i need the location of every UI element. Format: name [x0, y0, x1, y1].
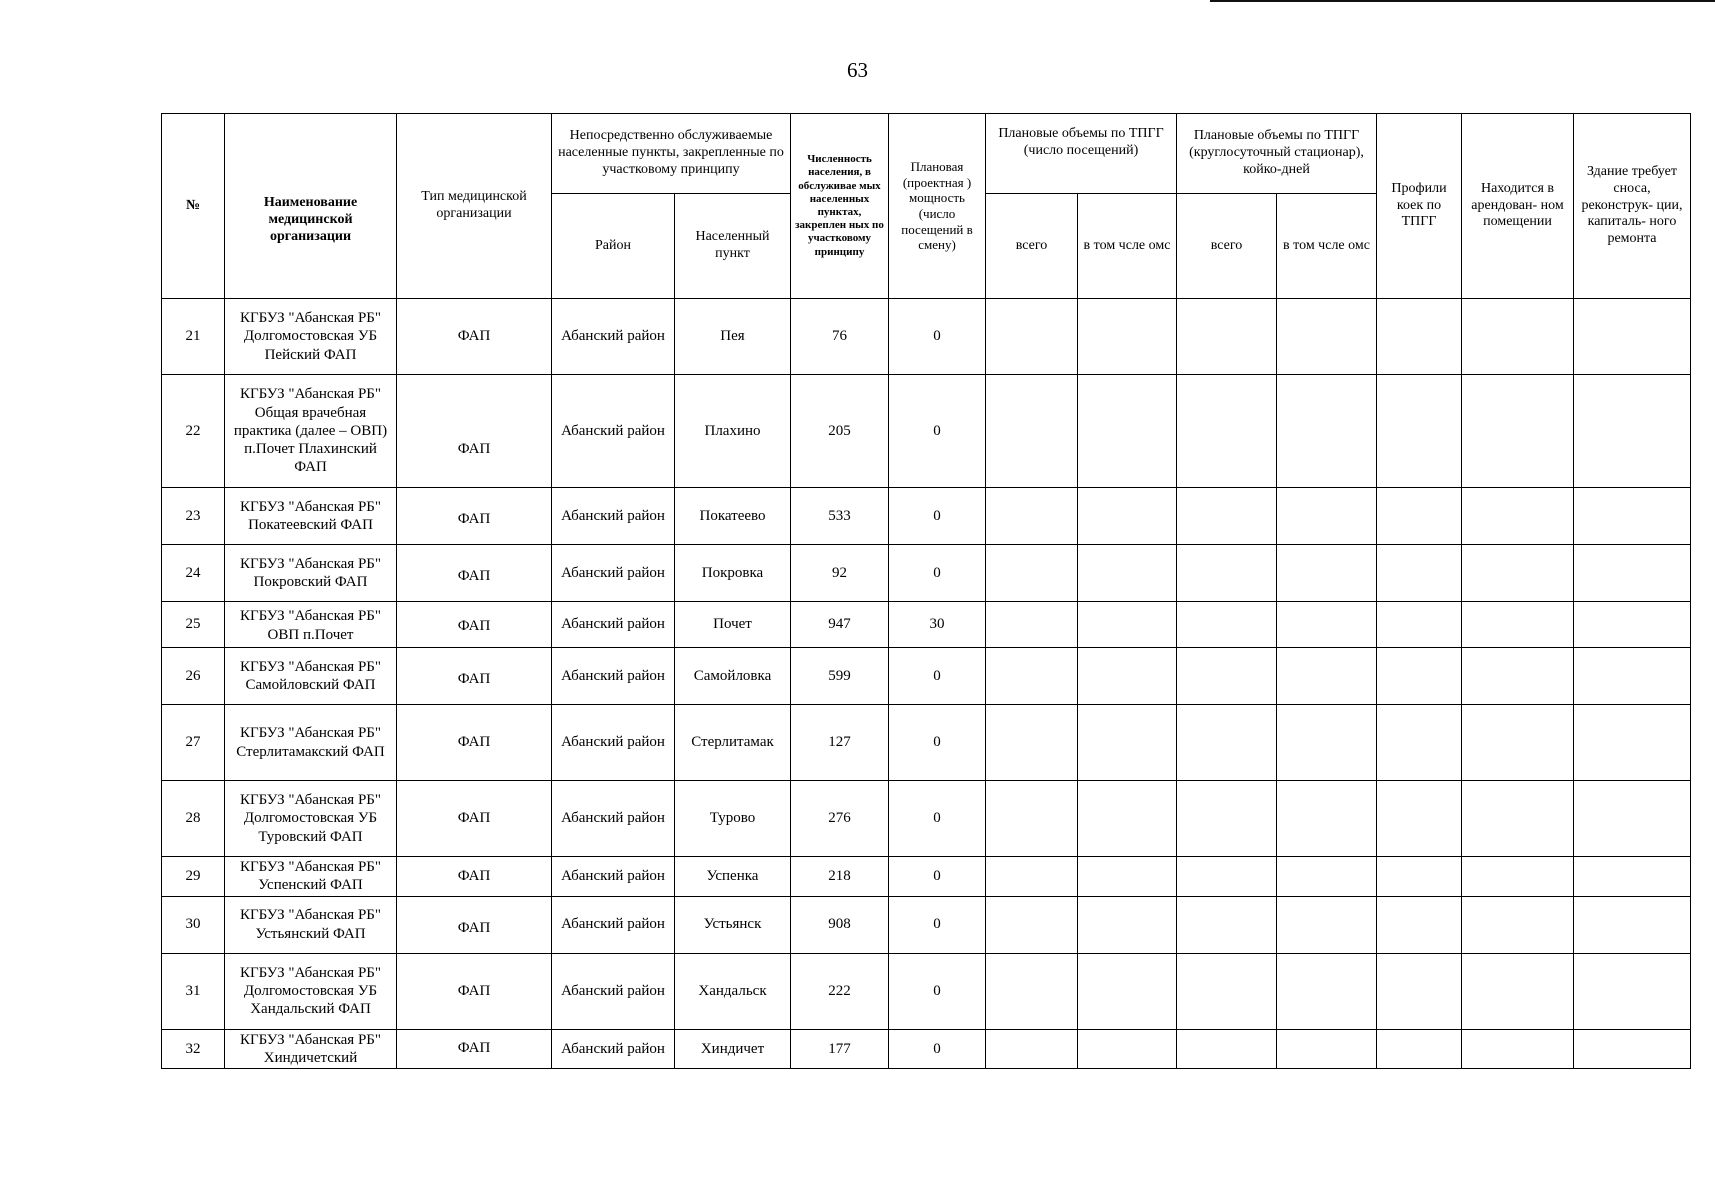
population: 205 [791, 375, 889, 488]
table-row [162, 953, 1691, 1029]
population: 177 [791, 1029, 889, 1069]
org-name: КГБУЗ "Абанская РБ" Долгомостовская УБ Пейский ФАП [225, 299, 397, 375]
header-visits-total: всего [986, 194, 1078, 299]
locality: Покровка [675, 545, 791, 602]
table-row [162, 896, 1691, 953]
district: Абанский район [552, 375, 675, 488]
org-type: ФАП [397, 488, 552, 545]
table-row [162, 857, 1691, 897]
header-no: № [162, 114, 225, 299]
row-no: 28 [162, 781, 225, 857]
page-number: 63 [847, 58, 868, 82]
org-name: КГБУЗ "Абанская РБ" Долгомостовская УБ Туровский ФАП [225, 781, 397, 857]
top-rule [1210, 0, 1715, 2]
header-served-points: Непосредственно обслуживаемые населенные пункты, закрепленные по участковому принципу [552, 114, 791, 194]
population: 599 [791, 648, 889, 705]
capacity: 0 [889, 953, 986, 1029]
locality: Самойловка [675, 648, 791, 705]
row-no: 26 [162, 648, 225, 705]
row-no: 27 [162, 705, 225, 781]
org-name: КГБУЗ "Абанская РБ" Хиндичетский [225, 1029, 397, 1069]
row-no: 30 [162, 896, 225, 953]
header-beds-oms: в том чсле омс [1277, 194, 1377, 299]
org-name: КГБУЗ "Абанская РБ" Самойловский ФАП [225, 648, 397, 705]
header-population: Численность населения, в обслуживае мых населенных пунктах, закреплен ных по участковому принципу [791, 114, 889, 299]
header-locality: Населенный пункт [675, 194, 791, 299]
capacity: 0 [889, 488, 986, 545]
capacity: 0 [889, 648, 986, 705]
capacity: 0 [889, 857, 986, 897]
locality: Покатеево [675, 488, 791, 545]
org-type: ФАП [397, 857, 552, 897]
org-name: КГБУЗ "Абанская РБ" Долгомостовская УБ Хандальский ФАП [225, 953, 397, 1029]
org-name: КГБУЗ "Абанская РБ" Успенский ФАП [225, 857, 397, 897]
org-name: КГБУЗ "Абанская РБ" ОВП п.Почет [225, 602, 397, 648]
org-type: ФАП [397, 1029, 552, 1069]
locality: Устьянск [675, 896, 791, 953]
org-type: ФАП [397, 648, 552, 705]
district: Абанский район [552, 299, 675, 375]
locality: Хандальск [675, 953, 791, 1029]
locality: Стерлитамак [675, 705, 791, 781]
table-row [162, 705, 1691, 781]
header-volumes-visits: Плановые объемы по ТПГГ (число посещений) [986, 114, 1177, 194]
capacity: 30 [889, 602, 986, 648]
header-visits-oms: в том чсле омс [1078, 194, 1177, 299]
org-type: ФАП [397, 705, 552, 781]
population: 533 [791, 488, 889, 545]
header-rented: Находится в арендован- ном помещении [1462, 114, 1574, 299]
header-volumes-beds: Плановые объемы по ТПГГ (круглосуточный стационар), койко-дней [1177, 114, 1377, 194]
locality: Почет [675, 602, 791, 648]
row-no: 29 [162, 857, 225, 897]
row-no: 32 [162, 1029, 225, 1069]
district: Абанский район [552, 781, 675, 857]
org-name: КГБУЗ "Абанская РБ" Стерлитамакский ФАП [225, 705, 397, 781]
locality: Плахино [675, 375, 791, 488]
capacity: 0 [889, 705, 986, 781]
population: 908 [791, 896, 889, 953]
table-row [162, 1029, 1691, 1069]
capacity: 0 [889, 375, 986, 488]
locality: Пея [675, 299, 791, 375]
capacity: 0 [889, 781, 986, 857]
capacity: 0 [889, 1029, 986, 1069]
district: Абанский район [552, 857, 675, 897]
table-row [162, 488, 1691, 545]
org-name: КГБУЗ "Абанская РБ" Покатеевский ФАП [225, 488, 397, 545]
header-beds-total: всего [1177, 194, 1277, 299]
header-district: Район [552, 194, 675, 299]
org-type: ФАП [397, 602, 552, 648]
row-no: 25 [162, 602, 225, 648]
capacity: 0 [889, 896, 986, 953]
population: 76 [791, 299, 889, 375]
district: Абанский район [552, 1029, 675, 1069]
capacity: 0 [889, 545, 986, 602]
org-name: КГБУЗ "Абанская РБ" Устьянский ФАП [225, 896, 397, 953]
district: Абанский район [552, 896, 675, 953]
facility-table [161, 113, 1691, 1069]
population: 92 [791, 545, 889, 602]
table-row [162, 375, 1691, 488]
header-org-name: Наименование медицинской организации [225, 114, 397, 299]
org-type: ФАП [397, 953, 552, 1029]
district: Абанский район [552, 545, 675, 602]
locality: Турово [675, 781, 791, 857]
org-type: ФАП [397, 781, 552, 857]
header-capacity: Плановая (проектная ) мощность (число посещений в смену) [889, 114, 986, 299]
capacity: 0 [889, 299, 986, 375]
table-row [162, 781, 1691, 857]
org-type: ФАП [397, 299, 552, 375]
header-org-type: Тип медицинской организации [397, 114, 552, 299]
org-name: КГБУЗ "Абанская РБ" Общая врачебная практика (далее – ОВП) п.Почет Плахинский ФАП [225, 375, 397, 488]
table-row [162, 602, 1691, 648]
table-row [162, 299, 1691, 375]
district: Абанский район [552, 705, 675, 781]
locality: Хиндичет [675, 1029, 791, 1069]
row-no: 21 [162, 299, 225, 375]
population: 276 [791, 781, 889, 857]
district: Абанский район [552, 488, 675, 545]
district: Абанский район [552, 953, 675, 1029]
locality: Успенка [675, 857, 791, 897]
population: 947 [791, 602, 889, 648]
row-no: 31 [162, 953, 225, 1029]
table-row [162, 648, 1691, 705]
org-type: ФАП [397, 896, 552, 953]
org-name: КГБУЗ "Абанская РБ" Покровский ФАП [225, 545, 397, 602]
district: Абанский район [552, 602, 675, 648]
org-type: ФАП [397, 375, 552, 488]
org-type: ФАП [397, 545, 552, 602]
table-row [162, 545, 1691, 602]
district: Абанский район [552, 648, 675, 705]
population: 218 [791, 857, 889, 897]
header-building-repair: Здание требует сноса, реконструк- ции, капиталь- ного ремонта [1574, 114, 1691, 299]
row-no: 22 [162, 375, 225, 488]
population: 127 [791, 705, 889, 781]
header-bed-profiles: Профили коек по ТПГГ [1377, 114, 1462, 299]
row-no: 23 [162, 488, 225, 545]
row-no: 24 [162, 545, 225, 602]
population: 222 [791, 953, 889, 1029]
